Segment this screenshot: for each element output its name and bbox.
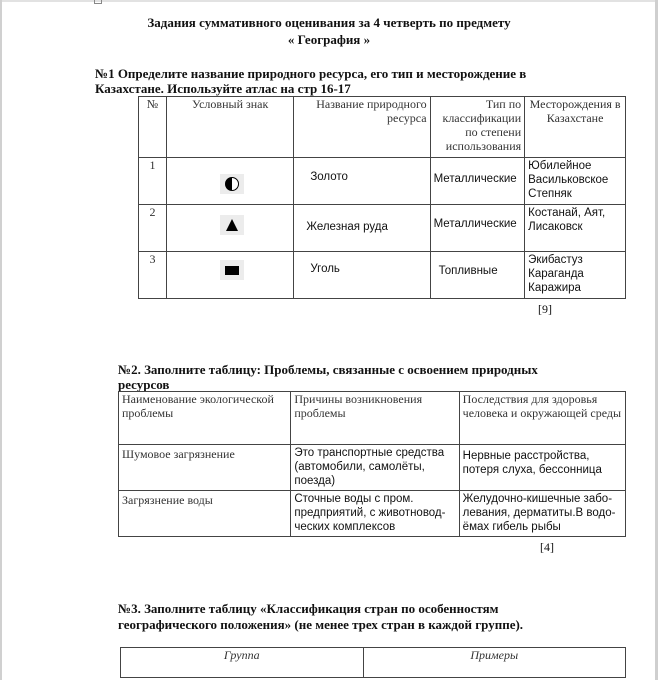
header-deposit: Месторождения в Казахстане bbox=[525, 97, 626, 158]
document-title-line1: Задания суммативного оценивания за 4 четверть по предмету bbox=[147, 15, 511, 30]
task3-heading-line2: географического положения» (не менее трех стран в каждой группе). bbox=[118, 617, 524, 632]
problem-name: Шумовое загрязнение bbox=[119, 445, 291, 491]
problem-cause: Это транспортные средства (автомобили, самолёты, поезда) bbox=[291, 445, 459, 491]
document-title-line2: « География » bbox=[287, 32, 371, 47]
resource-name: Уголь bbox=[294, 252, 430, 299]
symbol-swatch bbox=[220, 174, 244, 194]
resources-table bbox=[138, 96, 626, 299]
header-examples: Примеры bbox=[363, 648, 626, 678]
symbol-swatch bbox=[220, 215, 244, 235]
resource-type: Металлические bbox=[430, 205, 525, 252]
task3-heading-line1: №3. Заполните таблицу «Классификация стран по особенностям bbox=[118, 601, 499, 616]
task1-heading-line1: №1 Определите название природного ресурса, его тип и месторождение в bbox=[95, 66, 527, 81]
header-cause: Причины возникновения проблемы bbox=[291, 392, 459, 445]
page-corner-mark bbox=[94, 0, 102, 4]
header-type: Тип по классификации по степени использования bbox=[430, 97, 525, 158]
resource-type: Металлические bbox=[430, 158, 525, 205]
row-number: 3 bbox=[139, 252, 167, 299]
task1-heading-line2: Казахстане. Используйте атлас на стр 16-17 bbox=[95, 81, 351, 96]
resource-deposit: Экибастуз Караганда Каражира bbox=[525, 252, 626, 299]
triangle-icon bbox=[226, 219, 238, 231]
resources-table-header bbox=[139, 97, 626, 158]
header-group: Группа bbox=[121, 648, 364, 678]
table-row bbox=[139, 252, 626, 299]
symbol-cell bbox=[167, 252, 294, 299]
problems-table-header bbox=[119, 392, 626, 445]
resource-deposit: Юбилейное Васильковское Степняк bbox=[525, 158, 626, 205]
problems-table bbox=[118, 391, 626, 537]
table-row bbox=[119, 491, 626, 537]
symbol-swatch bbox=[220, 260, 244, 280]
header-effect: Последствия для здоровья человека и окружающей среды bbox=[459, 392, 625, 445]
resource-type: Топливные bbox=[430, 252, 525, 299]
table-row bbox=[139, 158, 626, 205]
resource-name: Золото bbox=[294, 158, 430, 205]
header-resource-name: Название природного ресурса bbox=[294, 97, 430, 158]
problem-effect: Нервные расстройства, потеря слуха, бессонница bbox=[459, 445, 625, 491]
table-row bbox=[119, 445, 626, 491]
task1-score: [9] bbox=[538, 302, 552, 316]
countries-table-header bbox=[121, 648, 626, 678]
symbol-cell bbox=[167, 205, 294, 252]
header-number: № bbox=[139, 97, 167, 158]
row-number: 2 bbox=[139, 205, 167, 252]
symbol-cell bbox=[167, 158, 294, 205]
half-filled-circle-icon bbox=[225, 177, 239, 191]
row-number: 1 bbox=[139, 158, 167, 205]
table-row bbox=[139, 205, 626, 252]
resource-name: Железная руда bbox=[294, 205, 430, 252]
task2-heading-line1: №2. Заполните таблицу: Проблемы, связанные с освоением природных bbox=[118, 362, 538, 377]
countries-table bbox=[120, 647, 626, 678]
header-problem: Наименование экологической проблемы bbox=[119, 392, 291, 445]
header-symbol: Условный знак bbox=[167, 97, 294, 158]
task2-heading-line2: ресурсов bbox=[118, 377, 170, 392]
page-edge-left bbox=[0, 0, 2, 680]
resource-deposit: Костанай, Аят, Лисаковск bbox=[525, 205, 626, 252]
problem-cause: Сточные воды с пром. предприятий, с животновод-ческих комплексов bbox=[291, 491, 459, 537]
problem-effect: Желудочно-кишечные забо-левания, дерматиты.В водо-ёмах гибель рыбы bbox=[459, 491, 625, 537]
task2-score: [4] bbox=[540, 540, 554, 554]
rectangle-icon bbox=[225, 266, 239, 275]
problem-name: Загрязнение воды bbox=[119, 491, 291, 537]
